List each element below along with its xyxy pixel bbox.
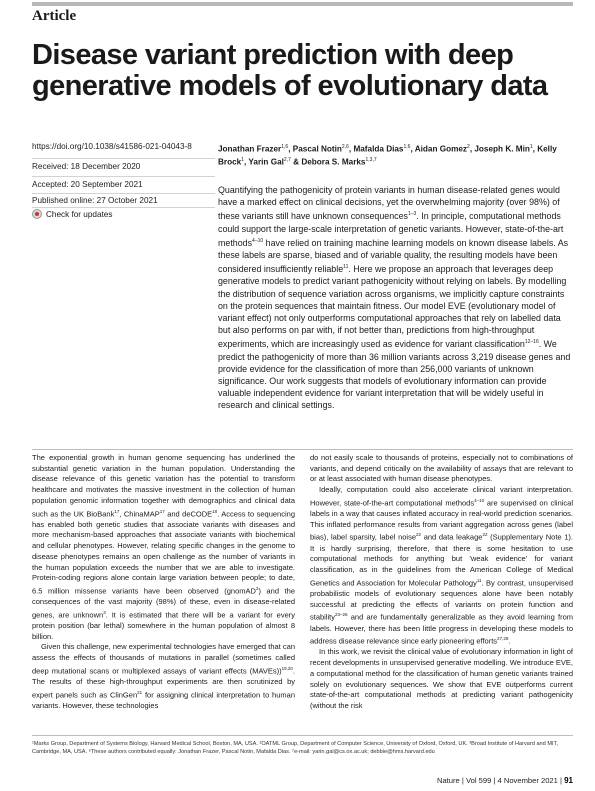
- author-separator: ,: [348, 144, 354, 154]
- author-affiliation-ref: 1,3,7: [365, 157, 377, 164]
- body-text: The exponential growth in human genome sequencing has underlined the substantial genetic variation in the human population. Understanding the disease relevance of this genetic variation has the potential to transform healthcare and motivates the massive investment in the collection of human population genomic information together with demographics and clinical data such as the UK BioBank: [32, 453, 295, 519]
- author-affiliation-ref: 1,6: [403, 144, 411, 150]
- body-column-left: [32, 453, 295, 712]
- doi-link[interactable]: https://doi.org/10.1038/s41586-021-04043-8: [32, 142, 192, 151]
- citation-ref[interactable]: 1–3: [407, 211, 417, 218]
- citation-ref[interactable]: 21: [137, 689, 143, 695]
- abstract: [218, 184, 572, 412]
- citation-ref[interactable]: 18: [212, 508, 218, 514]
- citation-ref[interactable]: 17: [114, 508, 120, 514]
- issue-date: 4 November 2021: [497, 776, 558, 785]
- published-date: Published online: 27 October 2021: [32, 196, 158, 205]
- author-affiliation-ref: 1,6: [281, 144, 289, 150]
- author-name: Jonathan Frazer: [218, 144, 282, 154]
- meta-divider: [32, 207, 215, 208]
- author-affiliation-ref: 2: [467, 144, 470, 150]
- abstract-text: Quantifying the pathogenicity of protein variants in human disease-related genes would have a marked effect on clinical decisions, yet the overwhelming majority (over 98%) of these variants still have unknown consequences: [218, 185, 560, 222]
- author-separator: &: [290, 157, 302, 167]
- author-separator: ,: [410, 144, 415, 154]
- citation-ref[interactable]: 22: [482, 532, 488, 538]
- author-list: [218, 142, 578, 168]
- body-paragraph: [310, 485, 573, 647]
- check-updates-icon: [32, 209, 42, 219]
- body-text: are supervised on clinical labels in a way that causes inflated accuracy in real-world prediction scenarios. This inflated performance results from variant aggregation across genes (label bias), label sparsity, label noise: [310, 498, 573, 542]
- citation-ref[interactable]: 11: [476, 577, 482, 583]
- citation-ref[interactable]: 19,20: [281, 665, 293, 671]
- body-text: (Supplementary Note 1). It is hardly surprising, therefore, that there is some hesitation to use computational methods for anything but 'weak evidence' for variant classification, as in the guidelines from the American College of Medical Genetics and Association for Molecular Pathology: [310, 532, 573, 588]
- author-name: Joseph K. Min: [474, 144, 530, 154]
- body-text: do not easily scale to thousands of proteins, especially not to combinations of variants, and depend critically on the availability of assays that are relevant to or at least associated with human disease phenotypes.: [310, 453, 573, 484]
- journal-name: Nature: [436, 776, 460, 785]
- author-name: Pascal Notin: [292, 144, 342, 154]
- author-separator: ,: [469, 144, 475, 154]
- author-affiliation-ref: 1: [241, 157, 244, 164]
- body-text: Ideally, computation could also accelerate clinical variant interpretation. However, state-of-the-art computational methods: [310, 485, 573, 508]
- footnote-divider: [32, 735, 573, 736]
- meta-divider: [32, 158, 215, 159]
- abstract-text: have relied on training machine learning models on known disease labels. As these labels are sparse, biased and of variable quality, the resulting models have been considered insufficiently reliable: [218, 237, 569, 275]
- meta-divider: [32, 193, 215, 194]
- affiliation-footnote: ¹Marks Group, Department of Systems Biology, Harvard Medical School, Boston, MA, USA. ²OATML Group, Department of Computer Science, University of Oxford, Oxford, UK. ³Broad Institute of Harvard and MIT, Cambridge, MA, USA. ⁶These authors contributed equally: Jonathan Frazer, Pascal Notin, Mafalda Dias. ⁷e-mail: yarin.gal@cs.ox.ac.uk; debbie@hms.harvard.edu: [32, 741, 558, 756]
- citation-ref[interactable]: 17: [159, 508, 165, 514]
- body-paragraph: [310, 647, 573, 711]
- body-text: Given this challenge, new experimental technologies have emerged that can assess the effects of thousands of mutations in parallel (sometimes called deep mutational scans or multiplexed assays of variant effects (MAVEs)): [32, 642, 295, 676]
- body-text: , ChinaMAP: [119, 509, 160, 519]
- citation-ref[interactable]: 4–10: [252, 237, 264, 244]
- author-affiliation-ref: 2,6: [341, 144, 349, 150]
- author-separator: ,: [244, 157, 249, 167]
- author-affiliation-ref: 2,7: [283, 157, 291, 164]
- body-text: for assigning clinical interpretation to human variants. However, these technologies: [32, 690, 295, 710]
- body-text: ) and the consequences of the vast majority (98%) of these, even in disease-related genes, are unknown: [32, 586, 296, 620]
- author-name: Yarin Gal: [248, 157, 284, 167]
- abstract-text: . We predict the pathogenicity of more than 36 million variants across 3,219 disease genes and provide evidence for the classification of more than 256,000 variants of unknown significance. Our work suggests that models of evolutionary information can provide valuable independent evidence for variant interpretation that will be widely useful in research and clinical settings.: [218, 339, 571, 411]
- body-paragraph: [32, 642, 295, 711]
- abstract-text: . In principle, computational methods could support the large-scale interpretation of genetic variants. However, state-of-the-art methods: [218, 211, 564, 248]
- body-text: In this work, we revisit the clinical value of evolutionary information in light of recent developments in unsupervised generative modelling. We introduce EVE, a computational method for the classification of human genetic variants trained solely on evolutionary sequences. We show that EVE outperforms current state-of-the-art computational methods at predicting variant pathogenicity (without the risk: [310, 647, 573, 710]
- citation-ref[interactable]: 11: [343, 264, 349, 271]
- author-name: Aidan Gomez: [414, 144, 468, 154]
- author-separator: ,: [532, 144, 538, 154]
- article-type-label: Article: [32, 8, 77, 24]
- body-text: . It is estimated that there will be a variant for every protein position (bar lethal) somewhere in the human population of almost 8 billion.: [32, 610, 295, 641]
- body-text: . By contrast, unsupervised probabilistic models of evolutionary sequences alone have been notably successful at predicting the effects of variants on protein function and stability: [310, 578, 573, 622]
- body-text: . Access to sequencing has enabled both genetic studies that associate variants with diseases and more mechanism-based approaches that associate variants with biochemical and cellular phenotypes. However, relating specific changes in the genome to disease phenotypes remains an open challenge as the number of variants in the human population exceeds the number that we are able to investigate. Protein-coding regions alone contain large variation between people; to date, 6.5 million missense variants have been observed (gnomAD: [32, 509, 295, 596]
- citation-ref[interactable]: 3: [103, 609, 106, 615]
- check-updates-label: Check for updates: [46, 209, 113, 219]
- check-for-updates-button[interactable]: [32, 209, 112, 219]
- body-text: and are fundamentally generalizable as they avoid learning from labels. However, there has been little progress in developing these models to address disease relevance since early pioneering efforts: [310, 612, 573, 646]
- author-name: Mafalda Dias: [353, 144, 404, 154]
- accepted-date: Accepted: 20 September 2021: [32, 180, 143, 189]
- author-name: Debora S. Marks: [301, 157, 366, 167]
- header-bar: [32, 2, 573, 6]
- citation-ref[interactable]: 22: [416, 532, 422, 538]
- author-affiliation-ref: 1: [529, 144, 533, 150]
- body-column-right: [310, 453, 573, 712]
- meta-divider: [32, 176, 215, 177]
- section-divider: [32, 449, 573, 450]
- body-text: and deCODE: [164, 509, 213, 519]
- body-paragraph: [32, 453, 295, 642]
- citation-ref[interactable]: 4–10: [474, 497, 485, 503]
- citation-ref[interactable]: 2: [255, 585, 259, 591]
- author-name: Kelly Brock: [218, 144, 557, 167]
- body-paragraph: [310, 453, 573, 485]
- journal-volume: Vol 599: [465, 776, 492, 785]
- body-text: . The results of these high-throughput experiments are then scrutinized by expert panels such as ClinGen: [32, 666, 295, 700]
- article-title: Disease variant prediction with deep generative models of evolutionary data: [32, 39, 548, 102]
- citation-ref[interactable]: 27,28: [497, 636, 509, 642]
- received-date: Received: 18 December 2020: [32, 162, 141, 171]
- abstract-text: . Here we propose an approach that leverages deep generative models to predict variant pathogenicity without relying on labels. By modelling the distribution of sequence variation across organisms, we implicitly capture constraints on the protein sequences that maintain fitness. Our model EVE (evolutionary model of variant effect) not only outperforms computational approaches that rely on labelled data but also performs on par with, if not better than, predictions from high-throughput experiments, which are increasingly used as evidence for variant classification: [218, 264, 567, 350]
- citation-ref[interactable]: 23–26: [335, 612, 348, 618]
- body-text: .: [508, 636, 511, 646]
- body-text: and data leakage: [421, 532, 483, 542]
- citation-ref[interactable]: 12–16: [524, 339, 539, 346]
- page-number: 91: [564, 776, 573, 785]
- author-separator: ,: [288, 144, 293, 154]
- page-footer: Nature | Vol 599 | 4 November 2021 | 91: [436, 776, 573, 785]
